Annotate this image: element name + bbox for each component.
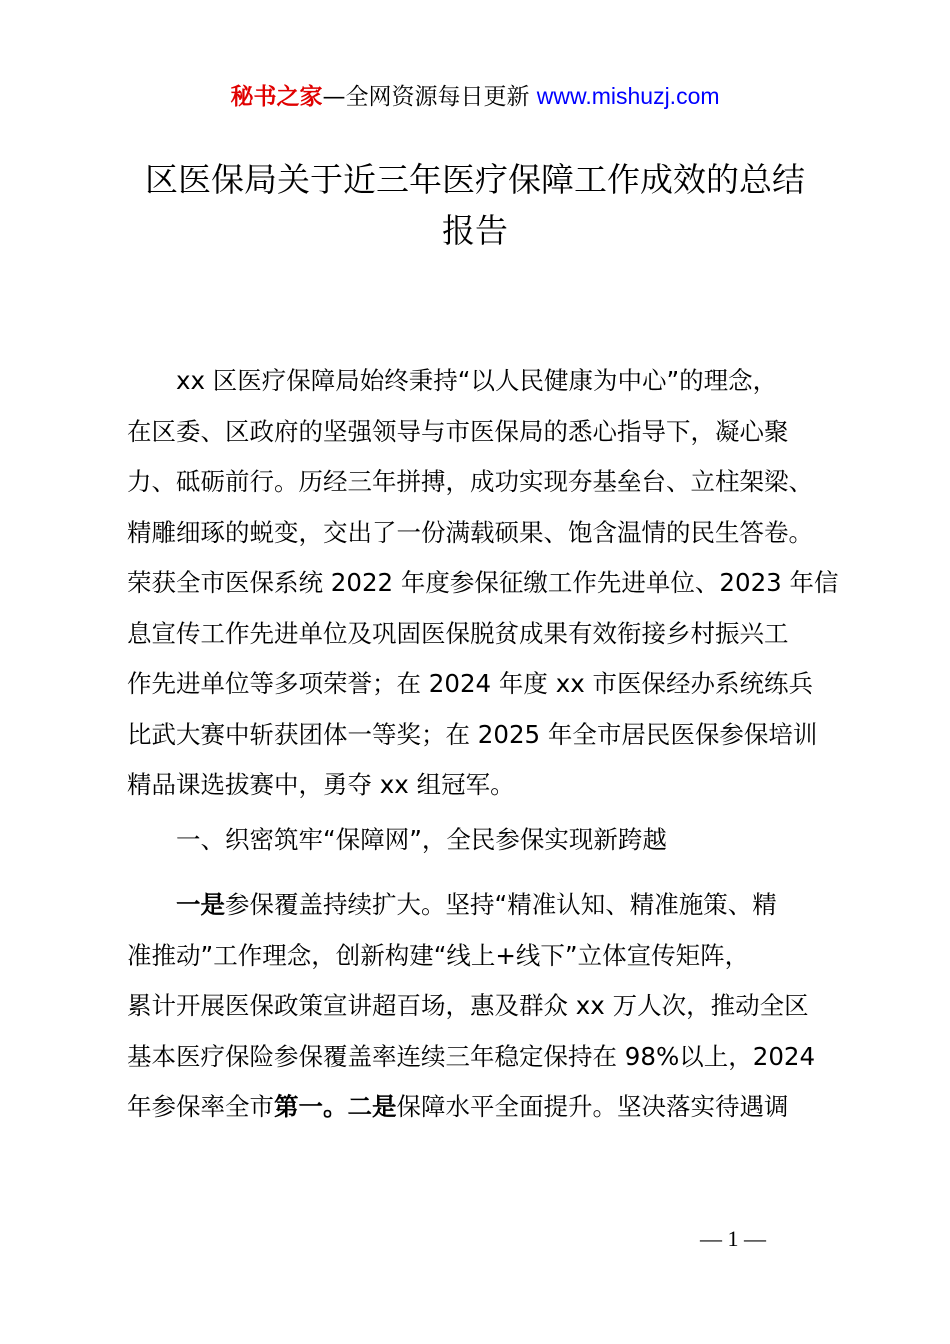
intro-paragraph xyxy=(127,356,837,811)
section-1-line-5 xyxy=(127,1082,837,1133)
page-number: — 1 — xyxy=(700,1226,766,1251)
document-title xyxy=(110,154,840,256)
intro-line-6: 息宣传工作先进单位及巩固医保脱贫成果有效衔接乡村振兴工 xyxy=(127,618,789,648)
intro-line-5: 荣获全市医保系统 2022 年度参保征缴工作先进单位、2023 年信 xyxy=(127,568,839,597)
intro-line-2: 在区委、区政府的坚强领导与市医保局的悉心指导下，凝心聚 xyxy=(127,416,789,446)
site-watermark-header xyxy=(0,80,950,113)
intro-line-8: 比武大赛中斩获团体一等奖；在 2025 年全市居民医保参保培训 xyxy=(127,719,818,749)
section-1-line-1-text: 参保覆盖持续扩大。坚持“精准认知、精准施策、精 xyxy=(225,890,777,919)
section-1-heading-block xyxy=(127,815,837,866)
brand-name: 秘书之家 xyxy=(230,84,323,110)
intro-line-4: 精雕细琢的蜕变，交出了一份满载硕果、饱含温情的民生答卷。 xyxy=(127,517,813,547)
intro-line-9: 精品课选拔赛中，勇夺 xx 组冠军。 xyxy=(127,770,515,799)
site-url-link[interactable]: www.mishuzj.com xyxy=(536,83,720,109)
section-1-line-5-text-a: 年参保率全市 xyxy=(127,1092,274,1121)
intro-line-3: 力、砥砺前行。历经三年拼搏，成功实现夯基垒台、立柱架梁、 xyxy=(127,467,813,496)
intro-line-1: xx 区医疗保障局始终秉持“以人民健康为中心”的理念， xyxy=(176,366,778,395)
header-tagline: —全网资源每日更新 xyxy=(322,84,537,110)
point-two-label: 第一。二是 xyxy=(274,1092,397,1121)
title-line-1: 区医保局关于近三年医疗保障工作成效的总结 xyxy=(145,160,805,199)
title-line-2: 报告 xyxy=(442,211,508,250)
section-1-line-2: 准推动”工作理念，创新构建“线上+线下”立体宣传矩阵， xyxy=(127,940,750,970)
point-one-label: 一是 xyxy=(176,890,225,919)
section-1-line-3: 累计开展医保政策宣讲超百场，惠及群众 xx 万人次，推动全区 xyxy=(127,991,809,1020)
section-1-paragraph xyxy=(127,880,837,1133)
intro-line-7: 作先进单位等多项荣誉；在 2024 年度 xx 市医保经办系统练兵 xyxy=(127,669,813,698)
section-1-line-5-text-b: 保障水平全面提升。坚决落实待遇调 xyxy=(396,1092,789,1121)
section-1-line-1 xyxy=(127,880,837,931)
section-1-line-4: 基本医疗保险参保覆盖率连续三年稳定保持在 98%以上，2024 xyxy=(127,1041,816,1071)
section-1-heading: 一、织密筑牢“保障网”，全民参保实现新跨越 xyxy=(176,825,667,854)
